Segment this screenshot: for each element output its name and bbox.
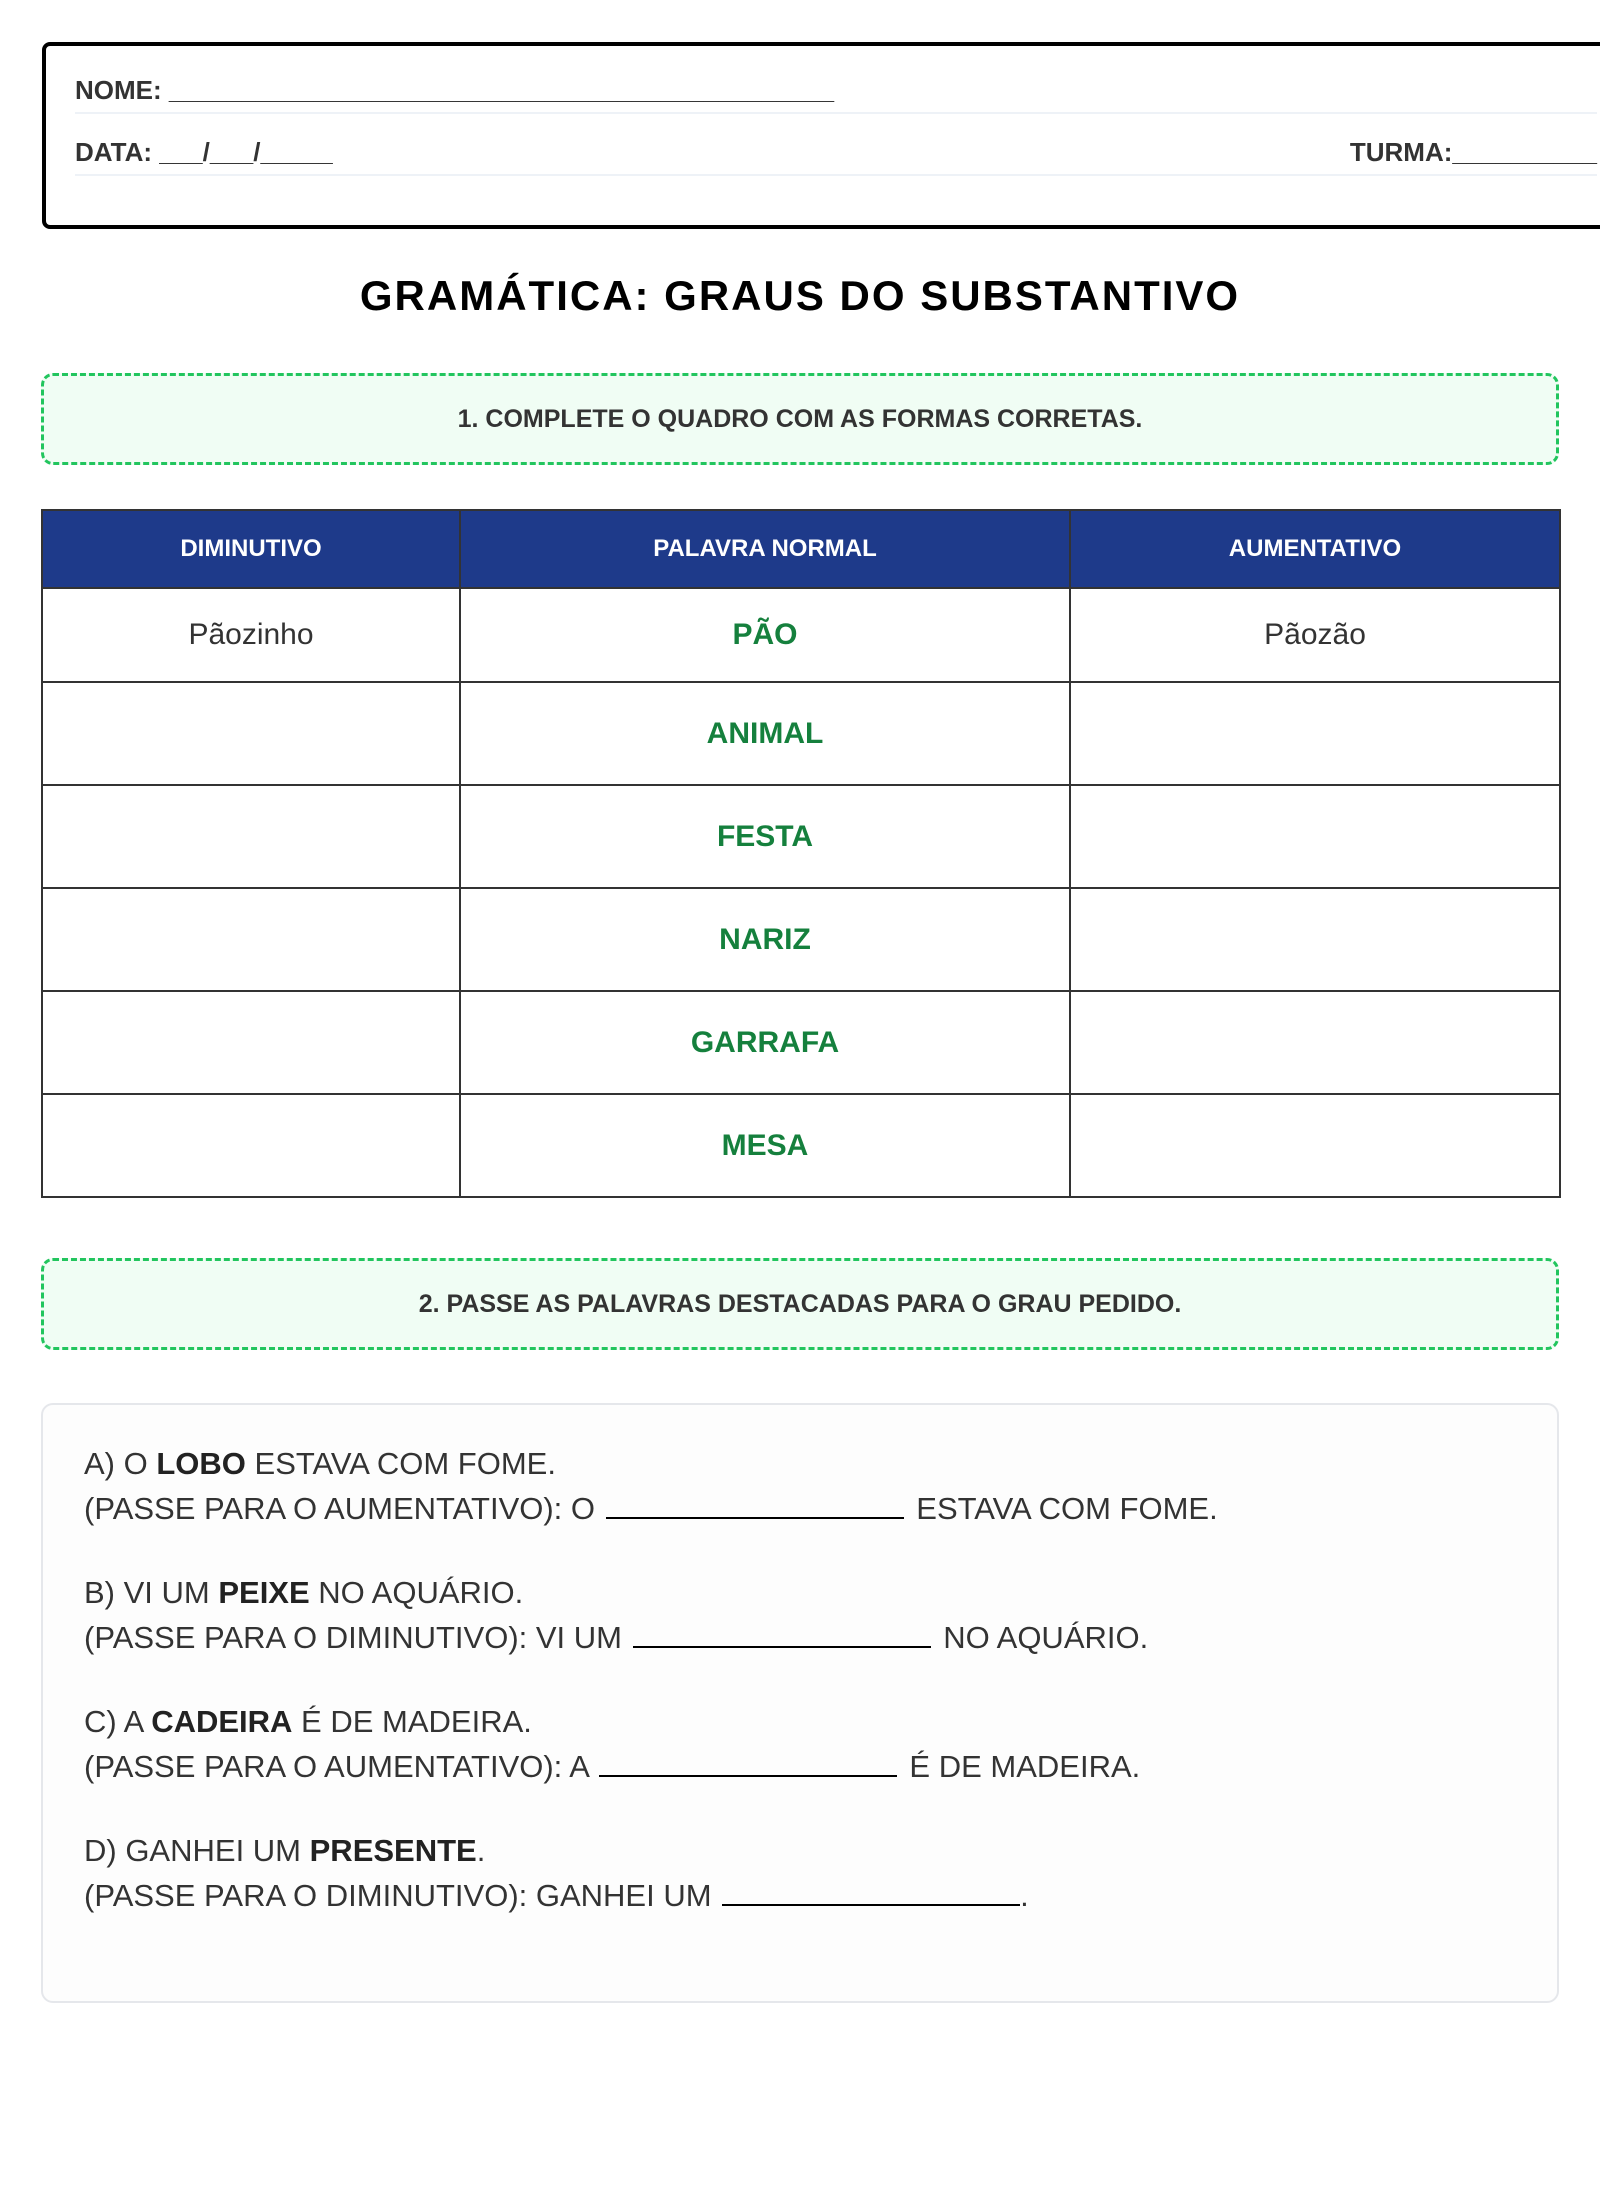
answer-blank[interactable] (599, 1745, 897, 1777)
prompt-text: (PASSE PARA O AUMENTATIVO): A (84, 1749, 589, 1784)
aumentativo-cell[interactable]: Pãozão (1070, 588, 1560, 682)
diminutivo-cell[interactable] (42, 785, 460, 888)
prompt-text: (PASSE PARA O AUMENTATIVO): O (84, 1491, 596, 1526)
table-row (42, 991, 1560, 1094)
instruction-text-2: 2. PASSE AS PALAVRAS DESTACADAS PARA O GRAU PEDIDO. (418, 1289, 1182, 1318)
prompt-text: (PASSE PARA O DIMINUTIVO): GANHEI UM (84, 1878, 712, 1913)
column-header-diminutivo: DIMINUTIVO (42, 510, 460, 588)
class-label: TURMA: (1349, 137, 1453, 167)
normal-word-cell: FESTA (460, 785, 1070, 888)
prompt-text: (PASSE PARA O DIMINUTIVO): VI UM (84, 1620, 622, 1655)
prompt-text: É DE MADEIRA. (909, 1749, 1141, 1784)
noun-degree-table (41, 509, 1561, 1198)
normal-word-cell: ANIMAL (460, 682, 1070, 785)
highlighted-word: CADEIRA (151, 1704, 293, 1739)
normal-word-cell: MESA (460, 1094, 1070, 1197)
sentence-text: . (476, 1833, 486, 1868)
answer-blank[interactable] (722, 1874, 1020, 1906)
exercise-sentence (84, 1570, 1557, 1615)
diminutivo-cell[interactable] (42, 888, 460, 991)
class-field[interactable]: __________ (1452, 137, 1597, 167)
student-info-box (42, 42, 1600, 229)
table-row (42, 785, 1560, 888)
highlighted-word: PEIXE (218, 1575, 310, 1610)
highlighted-word: PRESENTE (309, 1833, 477, 1868)
prompt-text: . (1020, 1878, 1029, 1913)
page-title: GRAMÁTICA: GRAUS DO SUBSTANTIVO (359, 272, 1241, 319)
name-field[interactable]: ______________________________________________ (161, 75, 835, 105)
aumentativo-cell[interactable] (1070, 888, 1560, 991)
exercise-a (84, 1441, 1557, 1531)
column-header-aumentativo: AUMENTATIVO (1070, 510, 1560, 588)
highlighted-word: LOBO (156, 1446, 246, 1481)
prompt-text: ESTAVA COM FOME. (916, 1491, 1218, 1526)
normal-word-cell: GARRAFA (460, 991, 1070, 1094)
exercise-b (84, 1570, 1557, 1660)
exercise-sentence (84, 1699, 1557, 1744)
sentence-text: NO AQUÁRIO. (309, 1575, 524, 1610)
exercise-prompt (84, 1744, 1557, 1789)
instruction-box-2 (41, 1258, 1559, 1350)
exercise-d (84, 1828, 1557, 1918)
sentence-text: C) A (84, 1704, 152, 1739)
exercises-box (41, 1403, 1559, 2003)
instruction-text-1: 1. COMPLETE O QUADRO COM AS FORMAS CORRETAS. (457, 404, 1143, 433)
table-row (42, 682, 1560, 785)
table-header-row (42, 510, 1560, 588)
exercise-prompt (84, 1615, 1557, 1660)
answer-blank[interactable] (633, 1616, 931, 1648)
aumentativo-cell[interactable] (1070, 991, 1560, 1094)
normal-word-cell: PÃO (460, 588, 1070, 682)
sentence-text: É DE MADEIRA. (292, 1704, 532, 1739)
exercise-prompt (84, 1873, 1557, 1918)
name-row (75, 72, 1597, 114)
date-row (75, 134, 1597, 176)
exercise-c (84, 1699, 1557, 1789)
diminutivo-cell[interactable] (42, 1094, 460, 1197)
diminutivo-cell[interactable] (42, 682, 460, 785)
exercise-sentence (84, 1441, 1557, 1486)
diminutivo-cell[interactable] (42, 991, 460, 1094)
date-label: DATA: (75, 137, 153, 167)
aumentativo-cell[interactable] (1070, 1094, 1560, 1197)
table-row (42, 1094, 1560, 1197)
normal-word-cell: NARIZ (460, 888, 1070, 991)
aumentativo-cell[interactable] (1070, 785, 1560, 888)
exercise-prompt (84, 1486, 1557, 1531)
table-row (42, 588, 1560, 682)
sentence-text: ESTAVA COM FOME. (245, 1446, 556, 1481)
sentence-text: B) VI UM (84, 1575, 219, 1610)
column-header-palavra-normal: PALAVRA NORMAL (460, 510, 1070, 588)
answer-blank[interactable] (606, 1487, 904, 1519)
prompt-text: NO AQUÁRIO. (943, 1620, 1149, 1655)
aumentativo-cell[interactable] (1070, 682, 1560, 785)
name-label: NOME: (75, 75, 162, 105)
exercise-sentence (84, 1828, 1557, 1873)
instruction-box-1 (41, 373, 1559, 465)
sentence-text: D) GANHEI UM (84, 1833, 310, 1868)
table-row (42, 888, 1560, 991)
sentence-text: A) O (84, 1446, 157, 1481)
date-field[interactable]: ___/___/_____ (152, 137, 333, 167)
diminutivo-cell[interactable]: Pãozinho (42, 588, 460, 682)
